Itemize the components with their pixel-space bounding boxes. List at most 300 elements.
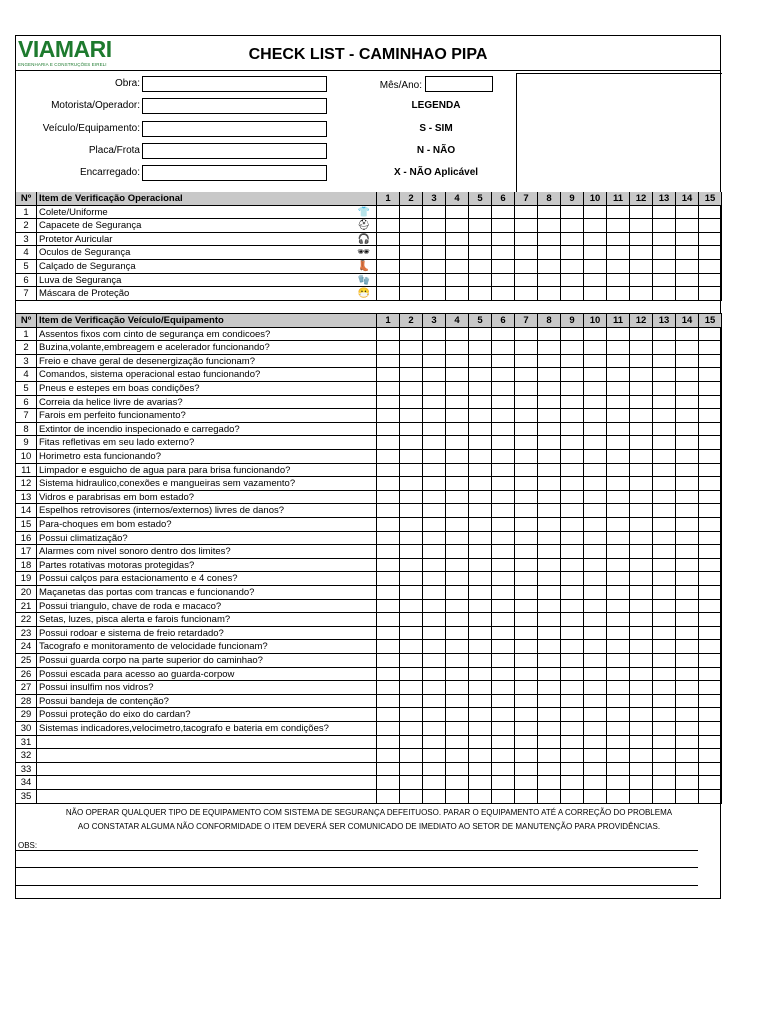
check-cell[interactable]	[653, 776, 676, 790]
check-cell[interactable]	[515, 450, 538, 464]
check-cell[interactable]	[400, 586, 423, 600]
check-cell[interactable]	[676, 654, 699, 668]
check-cell[interactable]	[469, 668, 492, 682]
check-cell[interactable]	[469, 559, 492, 573]
check-cell[interactable]	[377, 423, 400, 437]
check-cell[interactable]	[400, 274, 423, 288]
check-cell[interactable]	[607, 668, 630, 682]
check-cell[interactable]	[469, 654, 492, 668]
check-cell[interactable]	[515, 382, 538, 396]
check-cell[interactable]	[377, 464, 400, 478]
check-cell[interactable]	[538, 776, 561, 790]
check-cell[interactable]	[630, 776, 653, 790]
check-cell[interactable]	[538, 572, 561, 586]
check-cell[interactable]	[584, 749, 607, 763]
check-cell[interactable]	[607, 409, 630, 423]
check-cell[interactable]	[561, 382, 584, 396]
check-cell[interactable]	[538, 287, 561, 301]
check-cell[interactable]	[377, 491, 400, 505]
check-cell[interactable]	[377, 355, 400, 369]
check-cell[interactable]	[699, 464, 722, 478]
check-cell[interactable]	[584, 328, 607, 342]
check-cell[interactable]	[584, 613, 607, 627]
check-cell[interactable]	[561, 545, 584, 559]
check-cell[interactable]	[584, 708, 607, 722]
check-cell[interactable]	[607, 450, 630, 464]
check-cell[interactable]	[561, 722, 584, 736]
check-cell[interactable]	[584, 423, 607, 437]
check-cell[interactable]	[446, 355, 469, 369]
check-cell[interactable]	[515, 627, 538, 641]
check-cell[interactable]	[423, 477, 446, 491]
check-cell[interactable]	[469, 491, 492, 505]
check-cell[interactable]	[492, 368, 515, 382]
check-cell[interactable]	[653, 423, 676, 437]
check-cell[interactable]	[423, 219, 446, 233]
check-cell[interactable]	[584, 477, 607, 491]
check-cell[interactable]	[653, 600, 676, 614]
check-cell[interactable]	[561, 749, 584, 763]
check-cell[interactable]	[538, 436, 561, 450]
check-cell[interactable]	[377, 586, 400, 600]
check-cell[interactable]	[584, 586, 607, 600]
check-cell[interactable]	[630, 532, 653, 546]
check-cell[interactable]	[400, 450, 423, 464]
check-cell[interactable]	[377, 246, 400, 260]
check-cell[interactable]	[630, 274, 653, 288]
check-cell[interactable]	[400, 355, 423, 369]
check-cell[interactable]	[676, 763, 699, 777]
check-cell[interactable]	[653, 355, 676, 369]
check-cell[interactable]	[515, 423, 538, 437]
check-cell[interactable]	[630, 763, 653, 777]
check-cell[interactable]	[676, 423, 699, 437]
check-cell[interactable]	[561, 206, 584, 220]
check-cell[interactable]	[607, 287, 630, 301]
check-cell[interactable]	[423, 776, 446, 790]
check-cell[interactable]	[515, 491, 538, 505]
check-cell[interactable]	[538, 518, 561, 532]
check-cell[interactable]	[584, 382, 607, 396]
check-cell[interactable]	[699, 206, 722, 220]
check-cell[interactable]	[446, 436, 469, 450]
check-cell[interactable]	[676, 790, 699, 804]
check-cell[interactable]	[607, 532, 630, 546]
check-cell[interactable]	[607, 586, 630, 600]
check-cell[interactable]	[607, 545, 630, 559]
check-cell[interactable]	[607, 274, 630, 288]
check-cell[interactable]	[607, 355, 630, 369]
check-cell[interactable]	[676, 586, 699, 600]
check-cell[interactable]	[653, 436, 676, 450]
check-cell[interactable]	[446, 518, 469, 532]
check-cell[interactable]	[584, 233, 607, 247]
check-cell[interactable]	[630, 722, 653, 736]
check-cell[interactable]	[653, 749, 676, 763]
check-cell[interactable]	[607, 504, 630, 518]
check-cell[interactable]	[630, 600, 653, 614]
check-cell[interactable]	[377, 219, 400, 233]
check-cell[interactable]	[676, 572, 699, 586]
check-cell[interactable]	[400, 260, 423, 274]
check-cell[interactable]	[377, 776, 400, 790]
check-cell[interactable]	[538, 627, 561, 641]
check-cell[interactable]	[676, 518, 699, 532]
check-cell[interactable]	[561, 464, 584, 478]
check-cell[interactable]	[538, 368, 561, 382]
check-cell[interactable]	[676, 287, 699, 301]
check-cell[interactable]	[607, 464, 630, 478]
check-cell[interactable]	[607, 559, 630, 573]
check-cell[interactable]	[676, 776, 699, 790]
check-cell[interactable]	[538, 328, 561, 342]
check-cell[interactable]	[561, 423, 584, 437]
check-cell[interactable]	[676, 341, 699, 355]
check-cell[interactable]	[653, 328, 676, 342]
check-cell[interactable]	[492, 423, 515, 437]
check-cell[interactable]	[653, 763, 676, 777]
check-cell[interactable]	[630, 436, 653, 450]
check-cell[interactable]	[377, 749, 400, 763]
check-cell[interactable]	[561, 328, 584, 342]
check-cell[interactable]	[607, 518, 630, 532]
check-cell[interactable]	[446, 600, 469, 614]
check-cell[interactable]	[699, 736, 722, 750]
check-cell[interactable]	[469, 219, 492, 233]
check-cell[interactable]	[469, 246, 492, 260]
check-cell[interactable]	[423, 504, 446, 518]
check-cell[interactable]	[538, 246, 561, 260]
check-cell[interactable]	[561, 613, 584, 627]
check-cell[interactable]	[699, 654, 722, 668]
check-cell[interactable]	[400, 436, 423, 450]
check-cell[interactable]	[446, 450, 469, 464]
check-cell[interactable]	[423, 545, 446, 559]
check-cell[interactable]	[515, 219, 538, 233]
check-cell[interactable]	[607, 368, 630, 382]
check-cell[interactable]	[446, 219, 469, 233]
check-cell[interactable]	[492, 491, 515, 505]
check-cell[interactable]	[446, 274, 469, 288]
check-cell[interactable]	[400, 681, 423, 695]
check-cell[interactable]	[607, 627, 630, 641]
check-cell[interactable]	[400, 477, 423, 491]
check-cell[interactable]	[515, 436, 538, 450]
check-cell[interactable]	[607, 722, 630, 736]
check-cell[interactable]	[492, 763, 515, 777]
check-cell[interactable]	[584, 640, 607, 654]
check-cell[interactable]	[423, 749, 446, 763]
check-cell[interactable]	[400, 776, 423, 790]
check-cell[interactable]	[630, 736, 653, 750]
check-cell[interactable]	[584, 464, 607, 478]
check-cell[interactable]	[653, 613, 676, 627]
check-cell[interactable]	[584, 572, 607, 586]
veiculo-field[interactable]	[142, 121, 327, 137]
check-cell[interactable]	[653, 341, 676, 355]
check-cell[interactable]	[630, 695, 653, 709]
check-cell[interactable]	[492, 736, 515, 750]
check-cell[interactable]	[699, 586, 722, 600]
check-cell[interactable]	[538, 695, 561, 709]
check-cell[interactable]	[492, 681, 515, 695]
check-cell[interactable]	[377, 736, 400, 750]
check-cell[interactable]	[515, 518, 538, 532]
check-cell[interactable]	[423, 233, 446, 247]
check-cell[interactable]	[584, 274, 607, 288]
check-cell[interactable]	[538, 681, 561, 695]
check-cell[interactable]	[377, 477, 400, 491]
check-cell[interactable]	[699, 559, 722, 573]
check-cell[interactable]	[377, 206, 400, 220]
check-cell[interactable]	[630, 260, 653, 274]
check-cell[interactable]	[469, 423, 492, 437]
check-cell[interactable]	[676, 409, 699, 423]
check-cell[interactable]	[653, 368, 676, 382]
check-cell[interactable]	[630, 382, 653, 396]
check-cell[interactable]	[699, 640, 722, 654]
check-cell[interactable]	[676, 219, 699, 233]
check-cell[interactable]	[492, 532, 515, 546]
check-cell[interactable]	[561, 477, 584, 491]
obra-field[interactable]	[142, 76, 327, 92]
check-cell[interactable]	[492, 233, 515, 247]
check-cell[interactable]	[423, 274, 446, 288]
check-cell[interactable]	[377, 640, 400, 654]
check-cell[interactable]	[607, 749, 630, 763]
check-cell[interactable]	[584, 491, 607, 505]
check-cell[interactable]	[630, 518, 653, 532]
check-cell[interactable]	[400, 206, 423, 220]
check-cell[interactable]	[676, 246, 699, 260]
check-cell[interactable]	[492, 464, 515, 478]
check-cell[interactable]	[561, 708, 584, 722]
check-cell[interactable]	[630, 559, 653, 573]
check-cell[interactable]	[584, 722, 607, 736]
check-cell[interactable]	[630, 790, 653, 804]
check-cell[interactable]	[423, 436, 446, 450]
check-cell[interactable]	[607, 328, 630, 342]
check-cell[interactable]	[377, 722, 400, 736]
check-cell[interactable]	[653, 572, 676, 586]
check-cell[interactable]	[469, 450, 492, 464]
check-cell[interactable]	[400, 491, 423, 505]
check-cell[interactable]	[676, 233, 699, 247]
check-cell[interactable]	[515, 749, 538, 763]
check-cell[interactable]	[607, 613, 630, 627]
check-cell[interactable]	[699, 749, 722, 763]
check-cell[interactable]	[515, 668, 538, 682]
check-cell[interactable]	[653, 246, 676, 260]
check-cell[interactable]	[561, 600, 584, 614]
check-cell[interactable]	[469, 409, 492, 423]
check-cell[interactable]	[653, 260, 676, 274]
check-cell[interactable]	[400, 504, 423, 518]
check-cell[interactable]	[676, 736, 699, 750]
check-cell[interactable]	[653, 233, 676, 247]
check-cell[interactable]	[515, 586, 538, 600]
check-cell[interactable]	[492, 206, 515, 220]
check-cell[interactable]	[561, 368, 584, 382]
check-cell[interactable]	[538, 600, 561, 614]
check-cell[interactable]	[584, 287, 607, 301]
check-cell[interactable]	[653, 695, 676, 709]
check-cell[interactable]	[676, 491, 699, 505]
check-cell[interactable]	[699, 287, 722, 301]
check-cell[interactable]	[699, 382, 722, 396]
check-cell[interactable]	[492, 436, 515, 450]
check-cell[interactable]	[561, 246, 584, 260]
check-cell[interactable]	[607, 790, 630, 804]
check-cell[interactable]	[561, 450, 584, 464]
check-cell[interactable]	[423, 206, 446, 220]
check-cell[interactable]	[492, 572, 515, 586]
check-cell[interactable]	[584, 627, 607, 641]
check-cell[interactable]	[515, 464, 538, 478]
check-cell[interactable]	[423, 736, 446, 750]
check-cell[interactable]	[446, 790, 469, 804]
check-cell[interactable]	[515, 790, 538, 804]
check-cell[interactable]	[469, 545, 492, 559]
check-cell[interactable]	[653, 654, 676, 668]
check-cell[interactable]	[446, 559, 469, 573]
check-cell[interactable]	[584, 504, 607, 518]
check-cell[interactable]	[492, 274, 515, 288]
check-cell[interactable]	[607, 233, 630, 247]
check-cell[interactable]	[561, 640, 584, 654]
motorista-field[interactable]	[142, 98, 327, 114]
check-cell[interactable]	[492, 627, 515, 641]
check-cell[interactable]	[699, 763, 722, 777]
check-cell[interactable]	[446, 396, 469, 410]
check-cell[interactable]	[377, 396, 400, 410]
check-cell[interactable]	[607, 491, 630, 505]
check-cell[interactable]	[653, 668, 676, 682]
check-cell[interactable]	[446, 491, 469, 505]
check-cell[interactable]	[653, 206, 676, 220]
check-cell[interactable]	[377, 627, 400, 641]
check-cell[interactable]	[538, 450, 561, 464]
check-cell[interactable]	[377, 450, 400, 464]
check-cell[interactable]	[607, 708, 630, 722]
check-cell[interactable]	[653, 681, 676, 695]
check-cell[interactable]	[423, 396, 446, 410]
check-cell[interactable]	[699, 274, 722, 288]
check-cell[interactable]	[469, 341, 492, 355]
check-cell[interactable]	[699, 532, 722, 546]
check-cell[interactable]	[561, 668, 584, 682]
check-cell[interactable]	[676, 613, 699, 627]
check-cell[interactable]	[446, 504, 469, 518]
check-cell[interactable]	[676, 681, 699, 695]
check-cell[interactable]	[561, 396, 584, 410]
check-cell[interactable]	[423, 613, 446, 627]
check-cell[interactable]	[584, 368, 607, 382]
check-cell[interactable]	[630, 668, 653, 682]
check-cell[interactable]	[653, 708, 676, 722]
check-cell[interactable]	[469, 260, 492, 274]
check-cell[interactable]	[515, 600, 538, 614]
check-cell[interactable]	[699, 423, 722, 437]
check-cell[interactable]	[446, 695, 469, 709]
check-cell[interactable]	[699, 668, 722, 682]
check-cell[interactable]	[400, 464, 423, 478]
check-cell[interactable]	[538, 668, 561, 682]
check-cell[interactable]	[653, 409, 676, 423]
check-cell[interactable]	[446, 640, 469, 654]
check-cell[interactable]	[469, 776, 492, 790]
check-cell[interactable]	[653, 627, 676, 641]
check-cell[interactable]	[492, 409, 515, 423]
check-cell[interactable]	[607, 763, 630, 777]
check-cell[interactable]	[584, 668, 607, 682]
check-cell[interactable]	[446, 613, 469, 627]
check-cell[interactable]	[630, 355, 653, 369]
check-cell[interactable]	[699, 260, 722, 274]
check-cell[interactable]	[607, 382, 630, 396]
check-cell[interactable]	[515, 341, 538, 355]
check-cell[interactable]	[538, 586, 561, 600]
check-cell[interactable]	[515, 409, 538, 423]
check-cell[interactable]	[423, 287, 446, 301]
check-cell[interactable]	[538, 763, 561, 777]
check-cell[interactable]	[538, 532, 561, 546]
check-cell[interactable]	[630, 368, 653, 382]
check-cell[interactable]	[400, 627, 423, 641]
check-cell[interactable]	[469, 790, 492, 804]
check-cell[interactable]	[630, 477, 653, 491]
check-cell[interactable]	[423, 518, 446, 532]
check-cell[interactable]	[699, 708, 722, 722]
check-cell[interactable]	[377, 287, 400, 301]
check-cell[interactable]	[561, 518, 584, 532]
check-cell[interactable]	[538, 382, 561, 396]
check-cell[interactable]	[469, 695, 492, 709]
check-cell[interactable]	[377, 518, 400, 532]
check-cell[interactable]	[699, 776, 722, 790]
check-cell[interactable]	[607, 219, 630, 233]
check-cell[interactable]	[446, 423, 469, 437]
check-cell[interactable]	[538, 640, 561, 654]
check-cell[interactable]	[699, 450, 722, 464]
check-cell[interactable]	[446, 368, 469, 382]
check-cell[interactable]	[423, 681, 446, 695]
check-cell[interactable]	[538, 790, 561, 804]
check-cell[interactable]	[469, 532, 492, 546]
check-cell[interactable]	[699, 328, 722, 342]
check-cell[interactable]	[446, 409, 469, 423]
check-cell[interactable]	[584, 518, 607, 532]
check-cell[interactable]	[630, 586, 653, 600]
check-cell[interactable]	[584, 341, 607, 355]
check-cell[interactable]	[676, 749, 699, 763]
check-cell[interactable]	[561, 355, 584, 369]
check-cell[interactable]	[699, 355, 722, 369]
check-cell[interactable]	[492, 382, 515, 396]
check-cell[interactable]	[400, 219, 423, 233]
check-cell[interactable]	[446, 206, 469, 220]
check-cell[interactable]	[630, 341, 653, 355]
encarregado-field[interactable]	[142, 165, 327, 181]
check-cell[interactable]	[607, 477, 630, 491]
check-cell[interactable]	[676, 260, 699, 274]
check-cell[interactable]	[515, 654, 538, 668]
check-cell[interactable]	[469, 600, 492, 614]
check-cell[interactable]	[676, 695, 699, 709]
check-cell[interactable]	[676, 464, 699, 478]
check-cell[interactable]	[653, 545, 676, 559]
check-cell[interactable]	[377, 708, 400, 722]
